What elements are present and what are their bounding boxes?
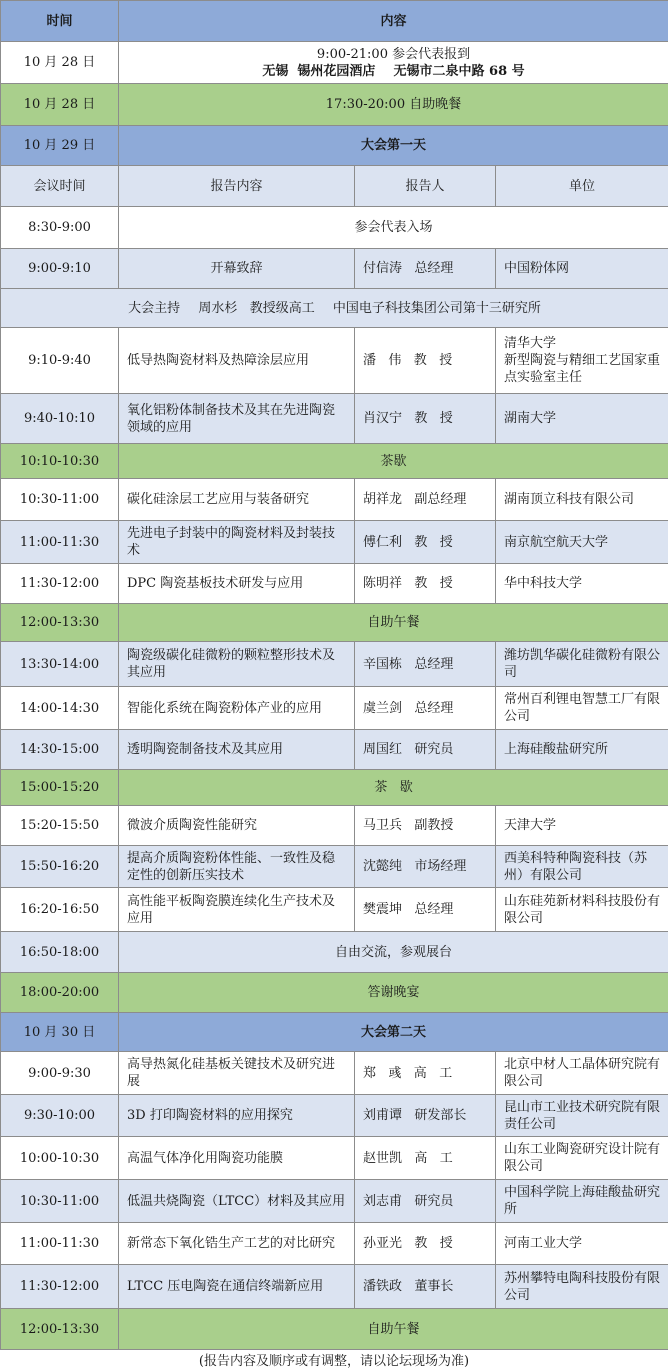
dinner-row: [1, 84, 668, 126]
talk-speaker: 肖汉宁 教 授: [355, 394, 496, 444]
col-topic: 报告内容: [119, 166, 355, 207]
talk-topic: 智能化系统在陶瓷粉体产业的应用: [119, 687, 355, 730]
talk-row: [1, 888, 668, 932]
lunch-time: 12:00-13:30: [1, 604, 119, 642]
talk-org: 华中科技大学: [496, 564, 668, 604]
talk-time: 11:00-11:30: [1, 1223, 119, 1265]
talk-speaker: 虞兰剑 总经理: [355, 687, 496, 730]
talk-org: 天津大学: [496, 806, 668, 846]
tea-break-text: 茶歇: [119, 444, 668, 479]
col-speaker: 报告人: [355, 166, 496, 207]
talk-org: 常州百利锂电智慧工厂有限公司: [496, 687, 668, 730]
free-exchange-text: 自由交流，参观展台: [119, 932, 668, 973]
tea-break-time: 10:10-10:30: [1, 444, 119, 479]
talk-speaker: 沈懿纯 市场经理: [355, 846, 496, 888]
talk-row: [1, 394, 668, 444]
banquet-time: 18:00-20:00: [1, 973, 119, 1013]
host-label: 大会主持: [128, 300, 180, 317]
talk-time: 11:30-12:00: [1, 1265, 119, 1309]
talk-org: 上海硅酸盐研究所: [496, 730, 668, 770]
talks-day2: [1, 1052, 668, 1309]
tea-break-2-time: 15:00-15:20: [1, 770, 119, 806]
talk-time: 15:50-16:20: [1, 846, 119, 888]
talk-org: 苏州攀特电陶科技股份有限公司: [496, 1265, 668, 1309]
talk-topic: 陶瓷级碳化硅微粉的颗粒整形技术及其应用: [119, 642, 355, 687]
free-exchange-time: 16:50-18:00: [1, 932, 119, 973]
talk-row: [1, 1265, 668, 1309]
banquet-row: [1, 973, 668, 1013]
talks-afternoon-1: [1, 642, 668, 770]
talk-time: 15:20-15:50: [1, 806, 119, 846]
talk-row: [1, 479, 668, 521]
talk-row: [1, 1137, 668, 1180]
talk-row: [1, 806, 668, 846]
footer-note: (报告内容及顺序或有调整，请以论坛现场为准): [0, 1350, 668, 1369]
col-org: 单位: [496, 166, 668, 207]
day1-title: 大会第一天: [119, 126, 668, 166]
talk-org: 山东硅苑新材料科技股份有限公司: [496, 888, 668, 932]
talk-speaker: 胡祥龙 副总经理: [355, 479, 496, 521]
talk-time: 13:30-14:00: [1, 642, 119, 687]
talk-topic: 提高介质陶瓷粉体性能、一致性及稳定性的创新压实技术: [119, 846, 355, 888]
talk-row: [1, 730, 668, 770]
day2-title: 大会第二天: [119, 1013, 668, 1052]
talk-topic: 高导热氮化硅基板关键技术及研究进展: [119, 1052, 355, 1095]
banquet-text: 答谢晚宴: [119, 973, 668, 1013]
registration-venue: 无锡 锡州花园酒店 无锡市二泉中路 68 号: [127, 63, 660, 80]
talk-row: [1, 1052, 668, 1095]
host-org: 中国电子科技集团公司第十三研究所: [333, 301, 541, 316]
opening-topic: 开幕致辞: [119, 249, 355, 289]
talk-time: 9:10-9:40: [1, 328, 119, 394]
free-exchange-row: [1, 932, 668, 973]
day2-date: 10 月 30 日: [1, 1013, 119, 1052]
talk-row: [1, 1095, 668, 1137]
col-session-time: 会议时间: [1, 166, 119, 207]
day2-row: [1, 1013, 668, 1052]
talk-speaker: 郑 彧 高 工: [355, 1052, 496, 1095]
tea-break-2-text: 茶 歇: [119, 770, 668, 806]
talk-org: 南京航空航天大学: [496, 521, 668, 564]
talk-org: 山东工业陶瓷研究设计院有限公司: [496, 1137, 668, 1180]
talk-speaker: 潘铁政 董事长: [355, 1265, 496, 1309]
entry-text: 参会代表入场: [119, 207, 668, 249]
talk-org: 湖南顶立科技有限公司: [496, 479, 668, 521]
talk-time: 14:00-14:30: [1, 687, 119, 730]
talks-morning-1: [1, 328, 668, 444]
talk-row: [1, 521, 668, 564]
lunch-row: [1, 604, 668, 642]
talk-org: 中国科学院上海硅酸盐研究所: [496, 1180, 668, 1223]
tea-break-row: [1, 444, 668, 479]
talk-time: 10:00-10:30: [1, 1137, 119, 1180]
talk-speaker: 孙亚光 教 授: [355, 1223, 496, 1265]
talk-topic: 低导热陶瓷材料及热障涂层应用: [119, 328, 355, 394]
entry-time: 8:30-9:00: [1, 207, 119, 249]
talk-speaker: 樊震坤 总经理: [355, 888, 496, 932]
talk-speaker: 周国红 研究员: [355, 730, 496, 770]
talk-speaker: 潘 伟 教 授: [355, 328, 496, 394]
talk-row: [1, 1180, 668, 1223]
talk-row: [1, 564, 668, 604]
entry-row: [1, 207, 668, 249]
registration-date: 10 月 28 日: [1, 42, 119, 84]
talk-row: [1, 328, 668, 394]
talk-topic: 高性能平板陶瓷膜连续化生产技术及应用: [119, 888, 355, 932]
talk-row: [1, 642, 668, 687]
registration-row: [1, 42, 668, 84]
talk-org: 河南工业大学: [496, 1223, 668, 1265]
talk-topic: 先进电子封装中的陶瓷材料及封装技术: [119, 521, 355, 564]
opening-time: 9:00-9:10: [1, 249, 119, 289]
lunch-2-text: 自助午餐: [119, 1309, 668, 1350]
talk-time: 11:30-12:00: [1, 564, 119, 604]
host-row: [1, 289, 668, 328]
talks-afternoon-2: [1, 806, 668, 932]
column-header-row: [1, 166, 668, 207]
header-time: 时间: [1, 1, 119, 42]
talk-time: 10:30-11:00: [1, 1180, 119, 1223]
talk-topic: 氧化铝粉体制备技术及其在先进陶瓷领域的应用: [119, 394, 355, 444]
talk-row: [1, 1223, 668, 1265]
talk-topic: 高温气体净化用陶瓷功能膜: [119, 1137, 355, 1180]
talk-topic: 微波介质陶瓷性能研究: [119, 806, 355, 846]
dinner-text: 17:30-20:00 自助晚餐: [119, 84, 668, 126]
talk-time: 16:20-16:50: [1, 888, 119, 932]
talk-org: 昆山市工业技术研究院有限责任公司: [496, 1095, 668, 1137]
talk-time: 9:30-10:00: [1, 1095, 119, 1137]
talk-org: 清华大学 新型陶瓷与精细工艺国家重点实验室主任: [496, 328, 668, 394]
talk-row: [1, 687, 668, 730]
talk-topic: 3D 打印陶瓷材料的应用探究: [119, 1095, 355, 1137]
talk-topic: DPC 陶瓷基板技术研发与应用: [119, 564, 355, 604]
talk-time: 11:00-11:30: [1, 521, 119, 564]
talk-time: 14:30-15:00: [1, 730, 119, 770]
talk-topic: 透明陶瓷制备技术及其应用: [119, 730, 355, 770]
host-name: 周水杉 教授级高工: [198, 300, 314, 317]
lunch-text: 自助午餐: [119, 604, 668, 642]
talk-topic: LTCC 压电陶瓷在通信终端新应用: [119, 1265, 355, 1309]
talk-speaker: 马卫兵 副教授: [355, 806, 496, 846]
day1-date: 10 月 29 日: [1, 126, 119, 166]
talk-speaker: 傅仁利 教 授: [355, 521, 496, 564]
opening-speaker: 付信涛 总经理: [355, 249, 496, 289]
host-info: [1, 289, 668, 328]
tea-break-2-row: [1, 770, 668, 806]
talk-speaker: 赵世凯 高 工: [355, 1137, 496, 1180]
talk-org: 西美科特种陶瓷科技（苏州）有限公司: [496, 846, 668, 888]
talk-org: 北京中材人工晶体研究院有限公司: [496, 1052, 668, 1095]
header-content: 内容: [119, 1, 668, 42]
talks-morning-2: [1, 479, 668, 604]
talk-topic: 碳化硅涂层工艺应用与装备研究: [119, 479, 355, 521]
lunch-2-row: [1, 1309, 668, 1350]
talk-speaker: 辛国栋 总经理: [355, 642, 496, 687]
talk-row: [1, 846, 668, 888]
talk-speaker: 刘志甫 研究员: [355, 1180, 496, 1223]
talk-speaker: 刘甫谭 研发部长: [355, 1095, 496, 1137]
talk-org: 湖南大学: [496, 394, 668, 444]
day1-row: [1, 126, 668, 166]
talk-org: 潍坊凯华碳化硅微粉有限公司: [496, 642, 668, 687]
registration-time: 9:00-21:00 参会代表报到: [127, 46, 660, 63]
talk-time: 10:30-11:00: [1, 479, 119, 521]
talk-time: 9:40-10:10: [1, 394, 119, 444]
talk-topic: 新常态下氧化锆生产工艺的对比研究: [119, 1223, 355, 1265]
table-header-row: [1, 1, 668, 42]
registration-info: [119, 42, 668, 84]
talk-speaker: 陈明祥 教 授: [355, 564, 496, 604]
opening-org: 中国粉体网: [496, 249, 668, 289]
talk-time: 9:00-9:30: [1, 1052, 119, 1095]
dinner-date: 10 月 28 日: [1, 84, 119, 126]
talk-topic: 低温共烧陶瓷（LTCC）材料及其应用: [119, 1180, 355, 1223]
opening-row: [1, 249, 668, 289]
lunch-2-time: 12:00-13:30: [1, 1309, 119, 1350]
